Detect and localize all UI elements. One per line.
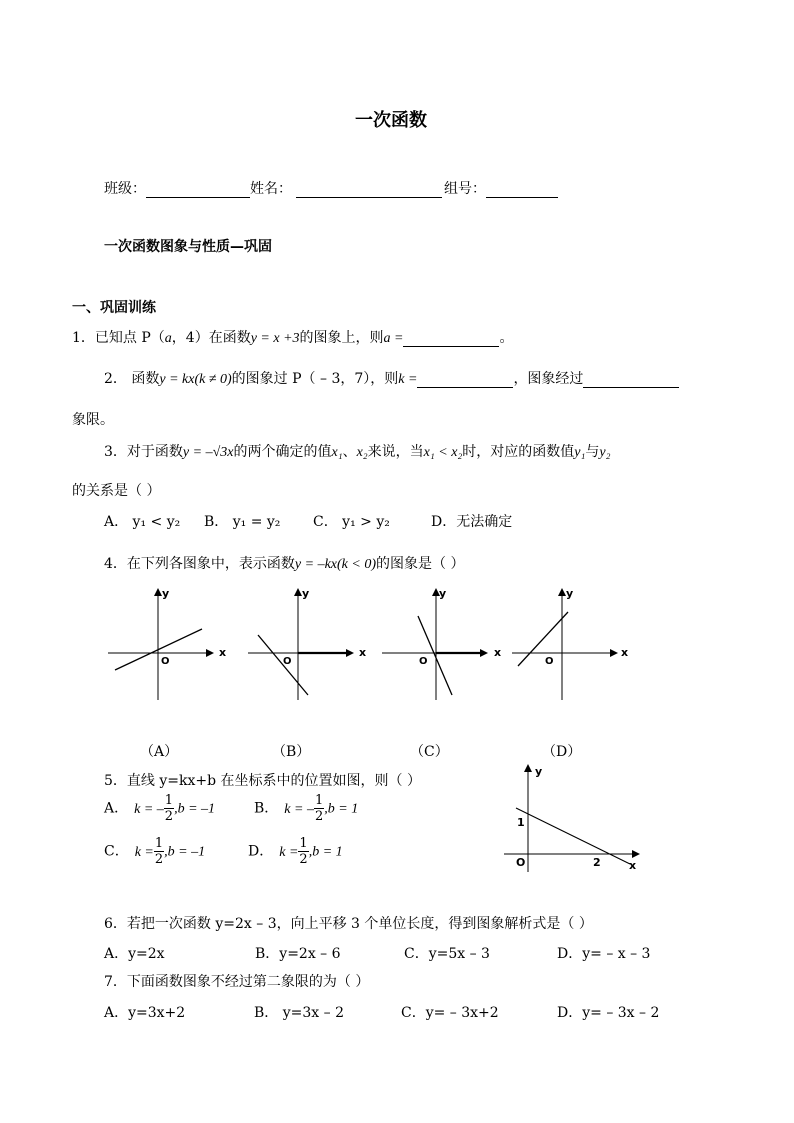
q2-quadrant-blank[interactable] [583, 373, 679, 388]
q4-option-d[interactable]: （D） [542, 744, 582, 760]
question-4: 4．在下列各图象中，表示函数y = –kx(k < 0)的图象是（ ） [104, 556, 465, 572]
q3-option-a[interactable]: A． y₁ < y₂ [104, 514, 181, 530]
graph-d-y-label: y [566, 587, 574, 600]
graph-b-x-label: x [359, 646, 367, 659]
q5-graph-origin: O [516, 856, 526, 869]
q7-option-a[interactable]: A．y=3x+2 [104, 1005, 186, 1021]
q4-option-b[interactable]: （B） [272, 744, 311, 760]
q5-graph-x-intercept: 2 [593, 856, 601, 869]
q5-graph [490, 760, 650, 875]
graph-a[interactable] [108, 587, 226, 700]
q6-option-a[interactable]: A．y=2x [104, 946, 165, 962]
q5-option-b[interactable]: B． k = – $\frac{1}{2}$ ,b = 1 [254, 793, 359, 824]
question-2-cont: 象限。 [72, 412, 114, 428]
q5-option-c[interactable]: C． k = $\frac{1}{2}$ ,b = –1 [104, 836, 206, 867]
q7-option-c[interactable]: C．y= – 3x+2 [401, 1005, 499, 1021]
q3-option-c[interactable]: C． y₁ > y₂ [313, 514, 390, 530]
q3-option-d[interactable]: D．无法确定 [431, 514, 513, 530]
graph-c-origin: O [419, 656, 428, 667]
question-3: 3．对于函数y = –√3x的两个确定的值x₁、x₂来说，当x₁ < x₂时，对应的函数值y₁与y₂ [104, 444, 611, 460]
graph-b-origin: O [283, 656, 292, 667]
graph-a-origin: O [161, 656, 170, 667]
question-5: 5．直线 y=kx+b 在坐标系中的位置如图，则（ ） [104, 773, 421, 789]
section-heading: 一、巩固训练 [72, 300, 156, 316]
student-info-row [104, 178, 558, 198]
group-blank[interactable] [486, 183, 558, 198]
question-6: 6．若把一次函数 y=2x – 3，向上平移 3 个单位长度，得到图象解析式是（ ） [104, 916, 593, 932]
q6-option-d[interactable]: D．y= – x – 3 [557, 946, 651, 962]
q4-option-a[interactable]: （A） [140, 744, 179, 760]
q5-option-d[interactable]: D． k = $\frac{1}{2}$ ,b = 1 [248, 836, 343, 867]
q5-option-a[interactable]: A． k = – $\frac{1}{2}$ ,b = –1 [104, 793, 216, 824]
page-title: 一次函数 [355, 110, 427, 131]
graph-c[interactable] [382, 587, 501, 700]
q7-option-b[interactable]: B． y=3x – 2 [254, 1005, 344, 1021]
graph-c-x-label: x [494, 646, 502, 659]
name-label: 姓名： [250, 181, 292, 197]
q6-option-b[interactable]: B．y=2x – 6 [255, 946, 341, 962]
q7-option-d[interactable]: D．y= – 3x – 2 [557, 1005, 660, 1021]
q1-answer-blank[interactable] [403, 332, 499, 347]
subtitle: 一次函数图象与性质—巩固 [104, 239, 272, 255]
q2-k-blank[interactable] [417, 373, 513, 388]
q5-graph-y-label: y [535, 765, 543, 778]
q6-option-c[interactable]: C．y=5x – 3 [404, 946, 490, 962]
graph-d-x-label: x [621, 646, 629, 659]
graph-d[interactable] [512, 587, 628, 700]
q5-graph-x-label: x [629, 859, 637, 872]
class-label: 班级： [104, 181, 146, 197]
graph-a-x-label: x [219, 646, 227, 659]
graph-b[interactable] [248, 587, 366, 700]
q4-graphs [0, 580, 794, 705]
graph-d-origin: O [545, 656, 554, 667]
q4-option-c[interactable]: （C） [410, 744, 449, 760]
name-blank[interactable] [296, 183, 442, 198]
q3-option-b[interactable]: B． y₁ = y₂ [204, 514, 281, 530]
graph-c-y-label: y [439, 587, 447, 600]
question-7: 7．下面函数图象不经过第二象限的为（ ） [104, 974, 370, 990]
graph-a-y-label: y [162, 587, 170, 600]
question-2: 2． 函数y = kx(k ≠ 0)的图象过 P（ – 3，7），则k = ，图象经过 [104, 368, 679, 388]
question-1: 1．已知点 P（a，4）在函数y = x +3的图象上，则a = 。 [72, 330, 514, 346]
group-label: 组号： [444, 181, 486, 197]
graph-b-y-label: y [302, 587, 310, 600]
q5-graph-y-intercept: 1 [517, 816, 525, 829]
class-blank[interactable] [146, 183, 250, 198]
question-3-cont: 的关系是（ ） [72, 483, 161, 499]
